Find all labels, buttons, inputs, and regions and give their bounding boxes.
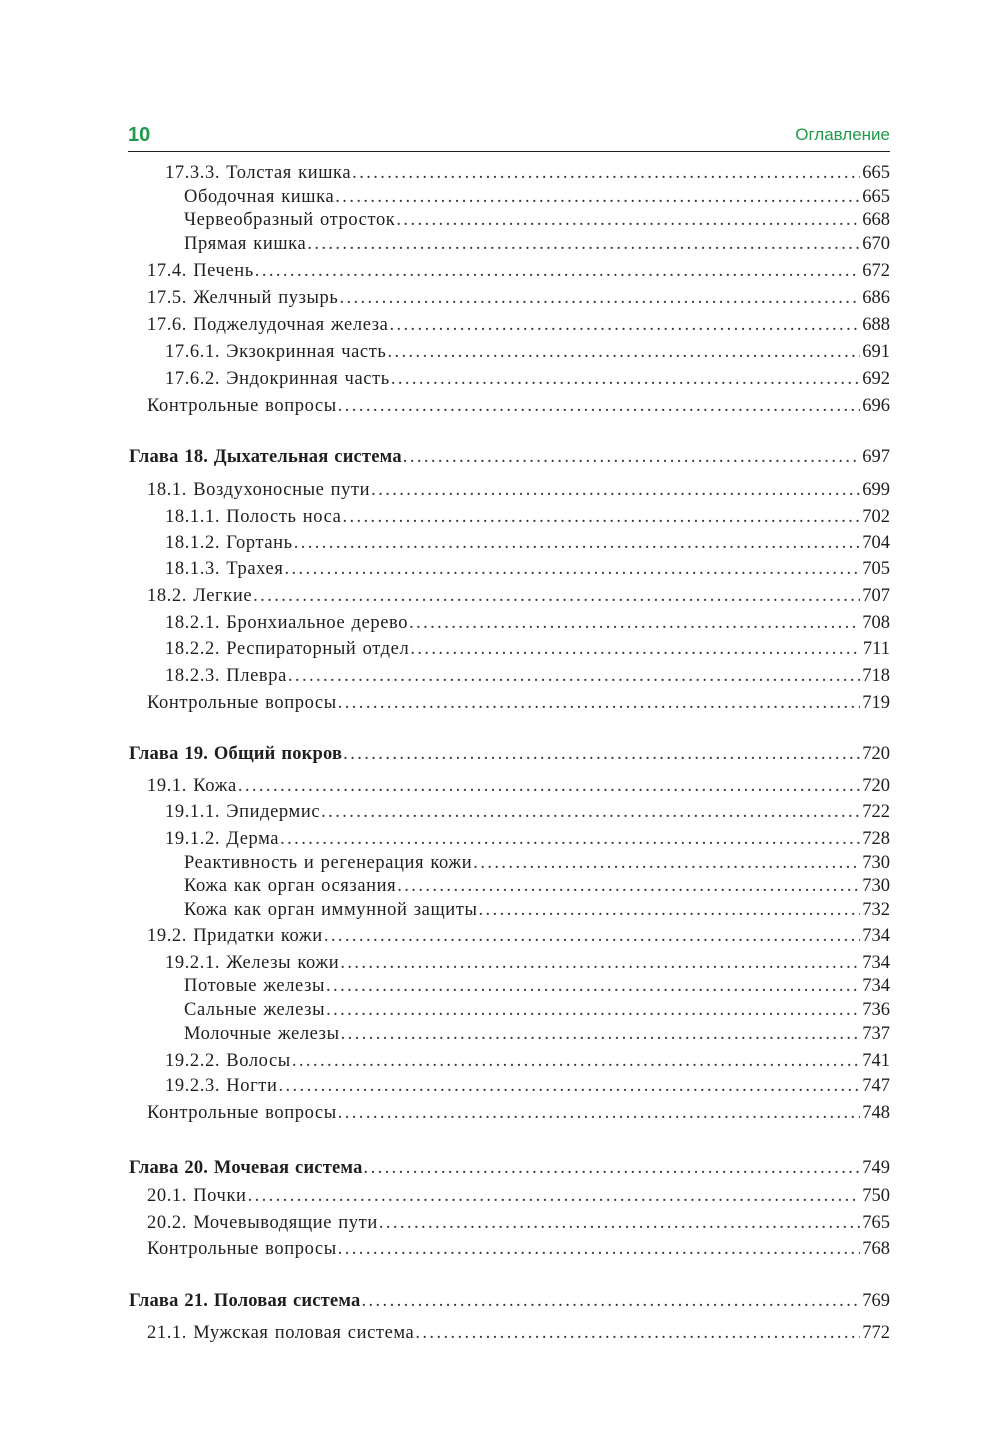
entry-page-number: 750 xyxy=(862,1186,890,1206)
dot-leader xyxy=(248,1185,861,1207)
chapter-entry xyxy=(129,446,890,468)
entry-page-number: 668 xyxy=(862,210,890,230)
entry-title: Контрольные вопросы xyxy=(147,693,337,713)
entry-page-number: 670 xyxy=(862,234,890,254)
dot-leader xyxy=(379,1212,860,1234)
entry-title: 18.1.3. Трахея xyxy=(165,559,284,579)
entry-page-number: 736 xyxy=(862,1000,890,1020)
entry-title: Ободочная кишка xyxy=(184,187,335,207)
entry-page-number: 686 xyxy=(862,288,890,308)
dot-leader xyxy=(338,1238,861,1260)
entry-page-number: 704 xyxy=(862,533,890,553)
entry-title: Молочные железы xyxy=(184,1024,340,1044)
entry-title: 21.1. Мужская половая система xyxy=(147,1323,415,1343)
dot-leader xyxy=(294,532,861,554)
toc-entry xyxy=(184,233,890,255)
dot-leader xyxy=(415,1322,860,1344)
entry-title: 19.1.2. Дерма xyxy=(165,829,280,849)
entry-title: 17.6. Поджелудочная железа xyxy=(147,315,389,335)
toc-entry xyxy=(184,975,890,997)
entry-title: 19.2.2. Волосы xyxy=(165,1051,291,1071)
dot-leader xyxy=(338,1102,861,1124)
entry-title: Червеобразный отросток xyxy=(184,210,396,230)
entry-title: 17.6.2. Эндокринная часть xyxy=(165,369,390,389)
entry-title: Глава 19. Общий покров xyxy=(129,744,343,764)
entry-title: 20.2. Мочевыводящие пути xyxy=(147,1213,378,1233)
entry-title: 17.5. Желчный пузырь xyxy=(147,288,339,308)
entry-title: 17.6.1. Экзокринная часть xyxy=(165,342,387,362)
entry-title: 18.1.2. Гортань xyxy=(165,533,293,553)
dot-leader xyxy=(352,162,860,184)
toc-entry xyxy=(165,828,890,850)
entry-page-number: 748 xyxy=(862,1103,890,1123)
toc-entry xyxy=(147,395,890,417)
toc-entry xyxy=(165,368,890,390)
toc-entry xyxy=(165,1075,890,1097)
toc-entry xyxy=(165,162,890,184)
dot-leader xyxy=(321,801,860,823)
toc-entry xyxy=(147,1102,890,1124)
toc-entry xyxy=(147,585,890,607)
toc-entry xyxy=(165,801,890,823)
dot-leader xyxy=(364,1157,861,1179)
dot-leader xyxy=(255,260,860,282)
entry-title: 18.2.2. Респираторный отдел xyxy=(165,639,410,659)
toc-entry xyxy=(184,875,890,897)
entry-page-number: 749 xyxy=(862,1158,890,1178)
entry-title: Контрольные вопросы xyxy=(147,1103,337,1123)
entry-page-number: 672 xyxy=(862,261,890,281)
entry-page-number: 768 xyxy=(862,1239,890,1259)
dot-leader xyxy=(473,852,860,874)
toc-entry xyxy=(165,612,890,634)
dot-leader xyxy=(307,233,860,255)
entry-title: 17.4. Печень xyxy=(147,261,254,281)
dot-leader xyxy=(326,999,860,1021)
chapter-entry xyxy=(129,743,890,765)
chapter-entry xyxy=(129,1157,890,1179)
dot-leader xyxy=(338,692,861,714)
dot-leader xyxy=(387,341,860,363)
toc-entry xyxy=(147,775,890,797)
toc-entry xyxy=(147,479,890,501)
entry-title: Контрольные вопросы xyxy=(147,1239,337,1259)
entry-page-number: 719 xyxy=(862,693,890,713)
dot-leader xyxy=(479,899,861,921)
entry-page-number: 697 xyxy=(862,447,890,467)
entry-page-number: 665 xyxy=(862,187,890,207)
section-title: Оглавление xyxy=(795,125,890,144)
entry-page-number: 747 xyxy=(862,1076,890,1096)
dot-leader xyxy=(284,558,860,580)
toc-entry xyxy=(165,665,890,687)
dot-leader xyxy=(280,828,860,850)
toc-entry xyxy=(147,287,890,309)
dot-leader xyxy=(324,925,860,947)
entry-page-number: 769 xyxy=(862,1291,890,1311)
entry-title: Прямая кишка xyxy=(184,234,307,254)
entry-title: Кожа как орган осязания xyxy=(184,876,397,896)
toc-entry xyxy=(165,952,890,974)
entry-title: 17.3.3. Толстая кишка xyxy=(165,163,352,183)
entry-title: Глава 18. Дыхательная система xyxy=(129,447,402,467)
entry-title: 18.1.1. Полость носа xyxy=(165,507,342,527)
dot-leader xyxy=(326,975,860,997)
dot-leader xyxy=(361,1290,860,1312)
toc-entry xyxy=(147,260,890,282)
entry-page-number: 688 xyxy=(862,315,890,335)
entry-page-number: 691 xyxy=(862,342,890,362)
entry-title: 19.2. Придатки кожи xyxy=(147,926,323,946)
dot-leader xyxy=(278,1075,860,1097)
entry-page-number: 734 xyxy=(862,953,890,973)
entry-page-number: 711 xyxy=(862,639,890,659)
entry-page-number: 728 xyxy=(862,829,890,849)
entry-title: Контрольные вопросы xyxy=(147,396,337,416)
entry-title: 19.2.1. Железы кожи xyxy=(165,953,340,973)
entry-title: 20.1. Почки xyxy=(147,1186,247,1206)
dot-leader xyxy=(410,638,861,660)
dot-leader xyxy=(253,585,860,607)
toc-entry xyxy=(165,558,890,580)
dot-leader xyxy=(371,479,860,501)
toc-entry xyxy=(165,506,890,528)
entry-title: Глава 20. Мочевая система xyxy=(129,1158,363,1178)
entry-page-number: 718 xyxy=(862,666,890,686)
entry-title: Потовые железы xyxy=(184,976,326,996)
toc-entry xyxy=(184,186,890,208)
toc-entry xyxy=(165,638,890,660)
entry-page-number: 696 xyxy=(862,396,890,416)
entry-title: 19.1. Кожа xyxy=(147,776,237,796)
entry-title: 18.1. Воздухоносные пути xyxy=(147,480,371,500)
toc-entry xyxy=(184,209,890,231)
entry-title: Реактивность и регенерация кожи xyxy=(184,853,473,873)
dot-leader xyxy=(389,314,860,336)
entry-title: 18.2.3. Плевра xyxy=(165,666,287,686)
dot-leader xyxy=(341,1023,861,1045)
entry-page-number: 707 xyxy=(862,586,890,606)
entry-page-number: 772 xyxy=(862,1323,890,1343)
entry-page-number: 734 xyxy=(862,926,890,946)
entry-page-number: 702 xyxy=(862,507,890,527)
toc-entry xyxy=(184,899,890,921)
entry-page-number: 699 xyxy=(862,480,890,500)
chapter-entry xyxy=(129,1290,890,1312)
dot-leader xyxy=(335,186,860,208)
toc-entry xyxy=(147,1185,890,1207)
entry-page-number: 708 xyxy=(862,613,890,633)
entry-title: Сальные железы xyxy=(184,1000,326,1020)
entry-page-number: 732 xyxy=(862,900,890,920)
dot-leader xyxy=(288,665,860,687)
entry-page-number: 730 xyxy=(862,853,890,873)
toc-entry xyxy=(184,852,890,874)
dot-leader xyxy=(338,395,861,417)
toc-entry xyxy=(165,1050,890,1072)
dot-leader xyxy=(409,612,860,634)
toc-entry xyxy=(147,1212,890,1234)
toc-entry xyxy=(165,532,890,554)
dot-leader xyxy=(391,368,860,390)
dot-leader xyxy=(238,775,860,797)
toc-entry xyxy=(184,1023,890,1045)
dot-leader xyxy=(342,506,860,528)
dot-leader xyxy=(340,952,860,974)
entry-title: Глава 21. Половая система xyxy=(129,1291,361,1311)
toc-entry xyxy=(184,999,890,1021)
dot-leader xyxy=(397,875,860,897)
entry-page-number: 741 xyxy=(862,1051,890,1071)
entry-title: 18.2. Легкие xyxy=(147,586,253,606)
dot-leader xyxy=(339,287,860,309)
entry-page-number: 720 xyxy=(862,776,890,796)
entry-page-number: 765 xyxy=(862,1213,890,1233)
toc-entry xyxy=(147,692,890,714)
dot-leader xyxy=(403,446,860,468)
dot-leader xyxy=(292,1050,860,1072)
entry-page-number: 730 xyxy=(862,876,890,896)
entry-page-number: 734 xyxy=(862,976,890,996)
entry-page-number: 720 xyxy=(862,744,890,764)
entry-title: Кожа как орган иммунной защиты xyxy=(184,900,478,920)
toc-entry xyxy=(147,1322,890,1344)
entry-page-number: 665 xyxy=(862,163,890,183)
entry-title: 19.2.3. Ногти xyxy=(165,1076,278,1096)
entry-page-number: 722 xyxy=(862,802,890,822)
entry-page-number: 692 xyxy=(862,369,890,389)
page-number: 10 xyxy=(128,124,151,146)
entry-page-number: 705 xyxy=(862,559,890,579)
dot-leader xyxy=(343,743,860,765)
toc-entry xyxy=(147,925,890,947)
toc-entry xyxy=(147,1238,890,1260)
toc-entry xyxy=(147,314,890,336)
entry-title: 18.2.1. Бронхиальное дерево xyxy=(165,613,409,633)
toc-entry xyxy=(165,341,890,363)
entry-title: 19.1.1. Эпидермис xyxy=(165,802,321,822)
entry-page-number: 737 xyxy=(862,1024,890,1044)
dot-leader xyxy=(396,209,860,231)
